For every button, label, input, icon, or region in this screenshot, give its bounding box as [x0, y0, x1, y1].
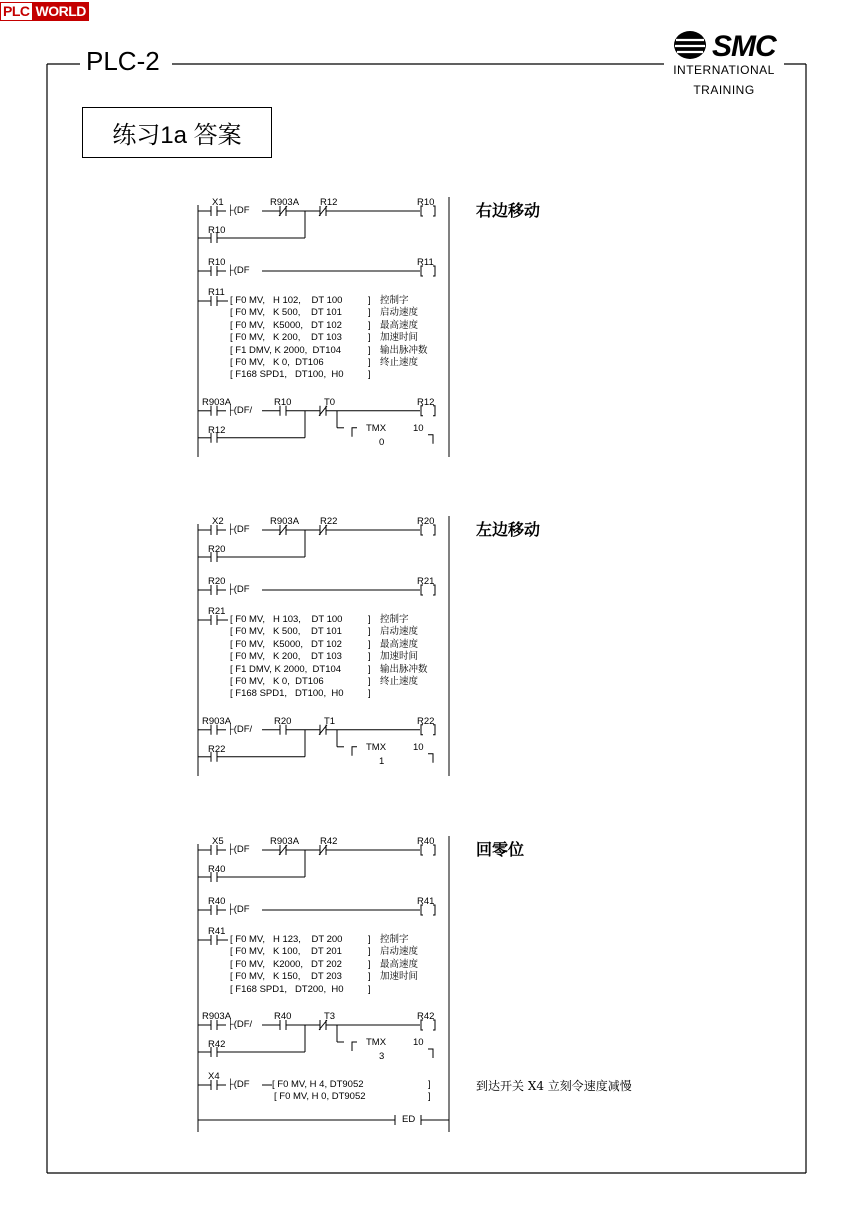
instruction-comment: 终止速度 — [380, 357, 419, 368]
contact-label: X5 — [212, 836, 224, 847]
logo-world-text: WORLD — [33, 2, 89, 21]
brand-name: SMC — [712, 30, 776, 63]
df-instruction: ├(DF/ — [227, 723, 253, 735]
contact-label: R22 — [208, 743, 226, 755]
contact-label: R40 — [208, 864, 226, 875]
section-label: 右边移动 — [476, 203, 541, 220]
coil-label: R40 — [417, 836, 435, 847]
df-instruction: ├(DF — [227, 265, 250, 276]
brand-subtitle-2: TRAINING — [693, 83, 755, 97]
coil-label: R20 — [417, 516, 435, 527]
contact-label: R20 — [274, 715, 292, 727]
contact-label: R20 — [208, 544, 226, 555]
df-instruction: ├(DF — [227, 205, 250, 216]
contact-label: R903A — [202, 396, 232, 408]
instruction-line: [ F0 MV, K 200, DT 103 — [230, 332, 342, 344]
instruction-line: [ F0 MV, K5000, DT 102 — [230, 319, 342, 331]
instruction-comment: 加速时间 — [380, 651, 419, 663]
timer-number: 3 — [379, 1051, 385, 1062]
instruction-bracket: ] — [368, 688, 371, 700]
instruction-comment: 最高速度 — [380, 958, 419, 970]
coil-label: R22 — [417, 715, 435, 727]
instruction-comment: 控制字 — [380, 295, 409, 306]
instruction-line: [ F0 MV, K 0, DT106 — [230, 357, 324, 368]
timer-setpoint: 10 — [413, 741, 424, 753]
instruction-bracket: ] — [368, 946, 371, 958]
instruction-bracket: ] — [368, 614, 371, 625]
contact-label: R42 — [208, 1039, 226, 1050]
coil-label: R11 — [417, 257, 434, 268]
instruction-line: [ F0 MV, K 150, DT 203 — [230, 971, 342, 983]
df-instruction: ├(DF/ — [227, 1019, 253, 1030]
instruction-bracket: ] — [368, 295, 371, 306]
instruction-line: [ F168 SPD1, DT100, H0 — [230, 369, 344, 381]
document-code: PLC-2 — [83, 45, 163, 77]
instruction-comment: 最高速度 — [380, 638, 419, 650]
instruction-comment: 输出脉冲数 — [380, 344, 428, 356]
contact-label: R42 — [320, 836, 338, 847]
instruction-comment: 终止速度 — [380, 676, 419, 687]
instruction-line: [ F0 MV, K 200, DT 103 — [230, 651, 342, 663]
section-label: 左边移动 — [476, 522, 541, 539]
instruction-comment: 加速时间 — [380, 332, 419, 344]
contact-label: R20 — [208, 576, 226, 587]
df-instruction: ├(DF — [227, 524, 250, 535]
section-label: 回零位 — [476, 842, 525, 859]
df-instruction: ├(DF — [227, 904, 250, 915]
contact-label: R12 — [320, 197, 338, 208]
timer-label: TMX — [366, 741, 387, 753]
instruction-line: [ F0 MV, K 500, DT 101 — [230, 307, 342, 319]
contact-label: R12 — [208, 424, 226, 436]
contact-label: R40 — [274, 1011, 292, 1022]
instruction-line: [ F0 MV, K 500, DT 101 — [230, 626, 342, 638]
instruction-comment: 启动速度 — [380, 946, 419, 958]
contact-label: R40 — [208, 896, 226, 907]
instruction-bracket: ] — [368, 638, 371, 650]
contact-label: R10 — [208, 257, 226, 268]
timer-number: 0 — [379, 436, 385, 448]
instruction-bracket: ] — [368, 676, 371, 687]
instruction-line: [ F0 MV, H 102, DT 100 — [230, 295, 343, 306]
brand-subtitle-1: INTERNATIONAL — [664, 63, 784, 78]
contact-label: R11 — [208, 287, 225, 298]
contact-label: R903A — [270, 197, 300, 208]
contact-label: R22 — [320, 516, 338, 527]
contact-label: T1 — [324, 715, 336, 727]
timer-label: TMX — [366, 422, 387, 434]
instruction-comment: 最高速度 — [380, 319, 419, 331]
df-instruction: ├(DF — [227, 844, 250, 855]
instruction-comment: 控制字 — [380, 934, 409, 945]
contact-label: R21 — [208, 606, 226, 617]
instruction-bracket: ] — [428, 1091, 431, 1102]
logo-plc-text: PLC — [0, 2, 33, 21]
remark-text: 到达开关 X4 立刻令速度减慢 — [476, 1079, 632, 1093]
instruction-bracket: ] — [368, 307, 371, 319]
contact-label: R10 — [208, 225, 226, 236]
timer-number: 1 — [379, 755, 385, 767]
coil-label: R41 — [417, 896, 435, 907]
instruction-bracket: ] — [368, 983, 371, 995]
contact-label: R903A — [270, 836, 300, 847]
contact-label: T3 — [324, 1011, 336, 1022]
instruction-bracket: ] — [368, 663, 371, 675]
instruction-line: [ F0 MV, H 123, DT 200 — [230, 934, 343, 945]
contact-label: X2 — [212, 516, 224, 527]
timer-setpoint: 10 — [413, 1037, 424, 1048]
instruction-comment: 输出脉冲数 — [380, 663, 428, 675]
instruction-bracket: ] — [428, 1079, 431, 1090]
instruction-bracket: ] — [368, 357, 371, 368]
df-instruction: ├(DF/ — [227, 404, 253, 416]
instruction-bracket: ] — [368, 651, 371, 663]
instruction-bracket: ] — [368, 332, 371, 344]
instruction-comment: 启动速度 — [380, 307, 419, 319]
instruction-bracket: ] — [368, 971, 371, 983]
contact-label: T0 — [324, 396, 336, 408]
end-instruction: ED — [402, 1114, 416, 1125]
contact-label: R41 — [208, 926, 226, 937]
instruction-line: [ F0 MV, K 100, DT 201 — [230, 946, 342, 958]
coil-label: R21 — [417, 576, 435, 587]
instruction-line: [ F168 SPD1, DT100, H0 — [230, 688, 344, 700]
instruction-line: [ F1 DMV, K 2000, DT104 — [230, 344, 342, 356]
instruction-bracket: ] — [368, 319, 371, 331]
instruction-line: [ F1 DMV, K 2000, DT104 — [230, 663, 342, 675]
contact-label: R903A — [270, 516, 300, 527]
contact-label: R10 — [274, 396, 292, 408]
instruction-bracket: ] — [368, 958, 371, 970]
instruction-bracket: ] — [368, 344, 371, 356]
instruction-comment: 加速时间 — [380, 971, 419, 983]
instruction-line: [ F0 MV, K5000, DT 102 — [230, 638, 342, 650]
instruction-line: [ F0 MV, H 103, DT 100 — [230, 614, 343, 625]
page-title: 练习1a 答案 — [82, 107, 272, 158]
coil-label: R12 — [417, 396, 435, 408]
instruction-line: [ F0 MV, H 4, DT9052 — [272, 1079, 364, 1090]
instruction-line: [ F0 MV, K2000, DT 202 — [230, 958, 342, 970]
instruction-bracket: ] — [368, 626, 371, 638]
coil-label: R42 — [417, 1011, 435, 1022]
instruction-line: [ F168 SPD1, DT200, H0 — [230, 983, 344, 995]
instruction-comment: 启动速度 — [380, 626, 419, 638]
timer-label: TMX — [366, 1037, 387, 1048]
instruction-comment: 控制字 — [380, 614, 409, 625]
df-instruction: ├(DF — [227, 584, 250, 595]
contact-label: R903A — [202, 715, 232, 727]
instruction-line: [ F0 MV, H 0, DT9052 — [274, 1091, 366, 1102]
instruction-bracket: ] — [368, 369, 371, 381]
timer-setpoint: 10 — [413, 422, 424, 434]
contact-label: X1 — [212, 197, 224, 208]
contact-label: R903A — [202, 1011, 232, 1022]
contact-label: X4 — [208, 1071, 220, 1082]
df-instruction: ├(DF — [227, 1079, 250, 1090]
instruction-bracket: ] — [368, 934, 371, 945]
instruction-line: [ F0 MV, K 0, DT106 — [230, 676, 324, 687]
coil-label: R10 — [417, 197, 435, 208]
